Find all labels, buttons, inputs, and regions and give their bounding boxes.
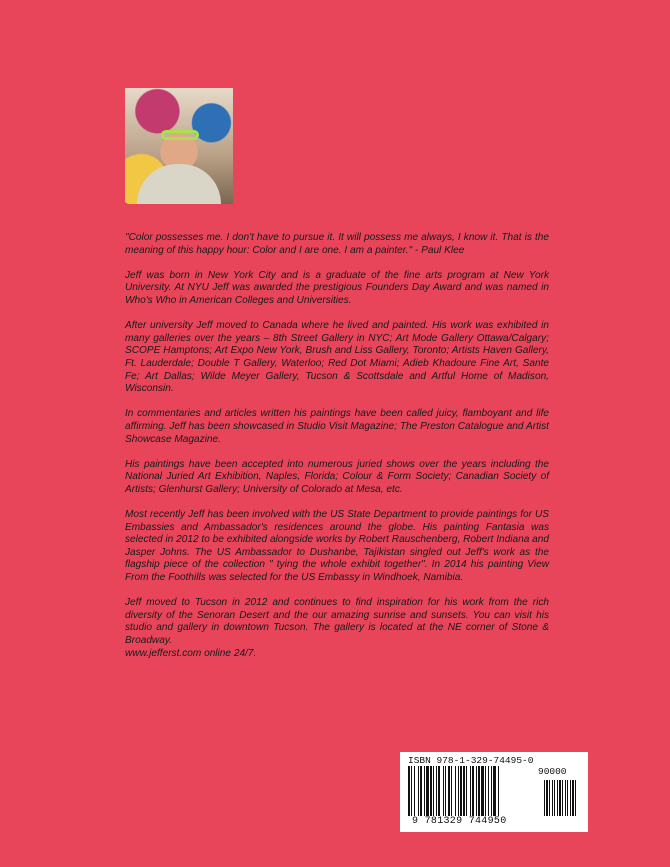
barcode-bar	[445, 766, 446, 816]
barcode-bar	[463, 766, 465, 816]
isbn-barcode	[400, 752, 588, 832]
barcode-bar	[460, 766, 462, 816]
website-line: www.jefferst.com online 24/7.	[125, 647, 257, 659]
barcode-bar	[426, 766, 429, 816]
barcode-bar	[443, 766, 444, 816]
barcode-bar	[414, 766, 415, 816]
barcode-addon-bar	[544, 780, 545, 816]
barcode-bar	[418, 766, 419, 816]
barcode-addon-bar	[554, 780, 555, 816]
bio-paragraph-4: His paintings have been accepted into numerous juried shows over the years including the National Juried Art Exhibition, Naples, Florida; Colour & Form Society; Canadian Society of Artists; Glenhurst Gallery; University of Colorado at Mesa, etc.	[125, 458, 549, 495]
barcode-addon-bar	[572, 780, 574, 816]
photo-shirt	[137, 164, 221, 204]
photo-glasses	[161, 130, 199, 140]
barcode-bar	[498, 766, 499, 816]
barcode-addon-bar	[570, 780, 571, 816]
isbn-label: ISBN 978-1-329-74495-0	[408, 755, 534, 766]
barcode-bar	[491, 766, 492, 816]
barcode-bar	[451, 766, 452, 816]
bio-text	[125, 232, 549, 673]
barcode-bar	[411, 766, 412, 816]
barcode-bar	[485, 766, 486, 816]
barcode-addon-bar	[557, 780, 558, 816]
barcode-bar	[488, 766, 489, 816]
barcode-addon-digits: 90000	[538, 766, 567, 777]
barcode-bar	[436, 766, 437, 816]
barcode-main-digits: 9 781329 744950	[412, 816, 507, 827]
quote-paragraph: "Color possesses me. I don't have to pursue it. It will possess me always, I know it. That is the meaning of this happy hour: Color and I are one. I am a painter." - Paul Klee	[125, 232, 549, 256]
barcode-addon-bar	[559, 780, 561, 816]
barcode-addon-bar	[575, 780, 576, 816]
barcode-bar	[472, 766, 474, 816]
barcode-bar	[470, 766, 471, 816]
barcode-bar	[455, 766, 456, 816]
bio-paragraph-3: In commentaries and articles written his paintings have been called juicy, flamboyant and life affirming. Jeff has been showcased in Studio Visit Magazine; The Preston Catalogue and Artist Showcase Magazine.	[125, 408, 549, 445]
barcode-bar	[408, 766, 410, 816]
barcode-bar	[430, 766, 432, 816]
barcode-addon-bar	[562, 780, 563, 816]
bio-paragraph-2: After university Jeff moved to Canada where he lived and painted. His work was exhibited in many galleries over the years – 8th Street Gallery in NYC; Art Mode Gallery Ottawa/Calgary; SCOPE Hamptons; Art Expo New York, Brush and Liss Gallery, Toronto; Artists Haven Gallery, Ft. Lauderdale; Double T Gallery, Waterloo; Red Dot Miami; Adieb Khadoure Fine Art, Sante Fe; Art Dallas; Wilde Meyer Gallery, Tucson & Scottsdale and Artful Home of Madison, Wisconsin.	[125, 320, 549, 395]
barcode-addon-bar	[565, 780, 566, 816]
barcode-bar	[424, 766, 425, 816]
barcode-bar	[420, 766, 422, 816]
author-photo	[125, 88, 233, 204]
barcode-bar	[476, 766, 477, 816]
barcode-addon-bar	[552, 780, 553, 816]
bio-paragraph-5: Most recently Jeff has been involved with the US State Department to provide paintings for US Embassies and Ambassador's residences around the globe. His painting Fantasia was selected in 2012 to be exhibited alongside works by Robert Rauschenberg, Robert Indiana and Jasper Johns. The US Ambassador to Dushanbe, Tajikistan singled out Jeff's work as the flagship piece of the collection " tying the whole exhibit together". In 2014 his painting View From the Foothills was selected for the US Embassy in Windhoek, Namibia.	[125, 509, 549, 584]
barcode-bar	[466, 766, 467, 816]
barcode-bar	[493, 766, 496, 816]
barcode-bar	[448, 766, 450, 816]
barcode-bar	[458, 766, 459, 816]
barcode-bar	[478, 766, 480, 816]
bio-paragraph-6: Jeff moved to Tucson in 2012 and continues to find inspiration for his work from the rich diversity of the Senoran Desert and the our amazing sunrise and sunsets. You can visit his studio and gallery in downtown Tucson. The gallery is located at the NE corner of Stone & Broadway.	[125, 597, 549, 646]
barcode-addon-bar	[567, 780, 568, 816]
barcode-bar	[438, 766, 440, 816]
barcode-addon-bar	[546, 780, 548, 816]
barcode-bar	[481, 766, 484, 816]
bio-paragraph-1: Jeff was born in New York City and is a graduate of the fine arts program at New York University. At NYU Jeff was awarded the prestigious Founders Day Award and was named in Who's Who in American Colleges and Universities.	[125, 269, 549, 306]
barcode-addon-bar	[549, 780, 550, 816]
barcode-bar	[433, 766, 434, 816]
